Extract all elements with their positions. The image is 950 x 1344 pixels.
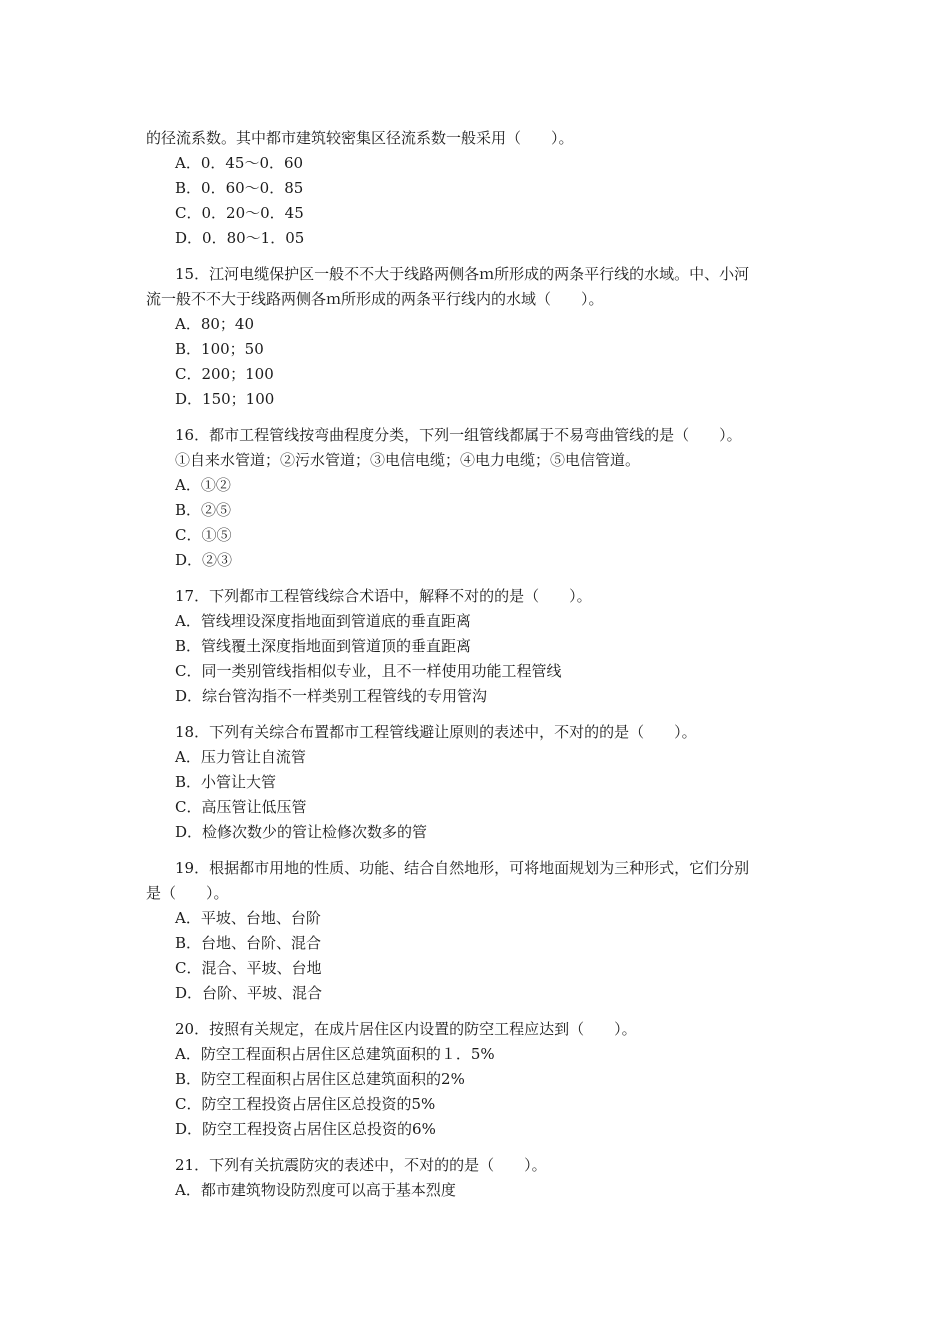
option-d: D．②③: [175, 551, 233, 569]
option-d: D．台阶、平坡、混合: [175, 984, 323, 1002]
option-c: C．同一类别管线指相似专业，且不一样使用功能工程管线: [175, 662, 562, 680]
option-d: D．防空工程投资占居住区总投资的6%: [175, 1120, 436, 1138]
question-16-text: 16．都市工程管线按弯曲程度分类，下列一组管线都属于不易弯曲管线的是（ ）。: [175, 426, 742, 444]
option-b: B．台地、台阶、混合: [175, 934, 322, 952]
option-c: C．200；100: [175, 365, 274, 383]
option-c: C．防空工程投资占居住区总投资的5%: [175, 1095, 436, 1113]
option-b: B．0．60～0．85: [175, 179, 304, 197]
option-d: D．综台管沟指不一样类别工程管线的专用管沟: [175, 687, 488, 705]
option-a: A．①②: [175, 476, 231, 494]
option-b: B．②⑤: [175, 501, 232, 519]
option-b: B．防空工程面积占居住区总建筑面积的2%: [175, 1070, 465, 1088]
question-text-continued: 的径流系数。其中都市建筑较密集区径流系数一般采用（ ）。: [146, 129, 574, 147]
question-17-text: 17．下列都市工程管线综合术语中，解释不对的的是（ ）。: [175, 587, 592, 605]
question-21-text: 21．下列有关抗震防灾的表述中，不对的的是（ ）。: [175, 1156, 547, 1174]
option-b: B．100；50: [175, 340, 264, 358]
option-c: C．混合、平坡、台地: [175, 959, 322, 977]
option-a: A．压力管让自流管: [175, 748, 306, 766]
question-18-text: 18．下列有关综合布置都市工程管线避让原则的表述中，不对的的是（ ）。: [175, 723, 697, 741]
option-a: A．平坡、台地、台阶: [175, 909, 321, 927]
question-15-text: 15．江河电缆保护区一般不不大于线路两侧各ｍ所形成的两条平行线的水域。中、小河: [175, 265, 750, 283]
option-b: B．管线覆土深度指地面到管道顶的垂直距离: [175, 637, 472, 655]
option-c: C．0．20～0．45: [175, 204, 304, 222]
option-a: A．都市建筑物设防烈度可以高于基本烈度: [175, 1181, 456, 1199]
question-19-text-cont: 是（ ）。: [146, 884, 229, 902]
option-a: A．0．45～0．60: [175, 154, 304, 172]
question-16-list: ①自来水管道；②污水管道；③电信电缆；④电力电缆；⑤电信管道。: [175, 451, 641, 469]
option-d: D．0．80～1．05: [175, 229, 305, 247]
option-a: A．管线埋设深度指地面到管道底的垂直距离: [175, 612, 471, 630]
option-d: D．150；100: [175, 390, 275, 408]
option-c: C．高压管让低压管: [175, 798, 307, 816]
page-content: [146, 126, 826, 1203]
question-15-text-cont: 流一般不不大于线路两侧各ｍ所形成的两条平行线内的水域（ ）。: [146, 290, 604, 308]
question-20-text: 20．按照有关规定，在成片居住区内设置的防空工程应达到（ ）。: [175, 1020, 637, 1038]
option-a: A．80；40: [175, 315, 255, 333]
option-c: C．①⑤: [175, 526, 232, 544]
question-19-text: 19．根据都市用地的性质、功能、结合自然地形，可将地面规划为三种形式，它们分别: [175, 859, 750, 877]
option-d: D．检修次数少的管让检修次数多的管: [175, 823, 428, 841]
option-a: A．防空工程面积占居住区总建筑面积的１．5%: [175, 1045, 495, 1063]
option-b: B．小管让大管: [175, 773, 277, 791]
